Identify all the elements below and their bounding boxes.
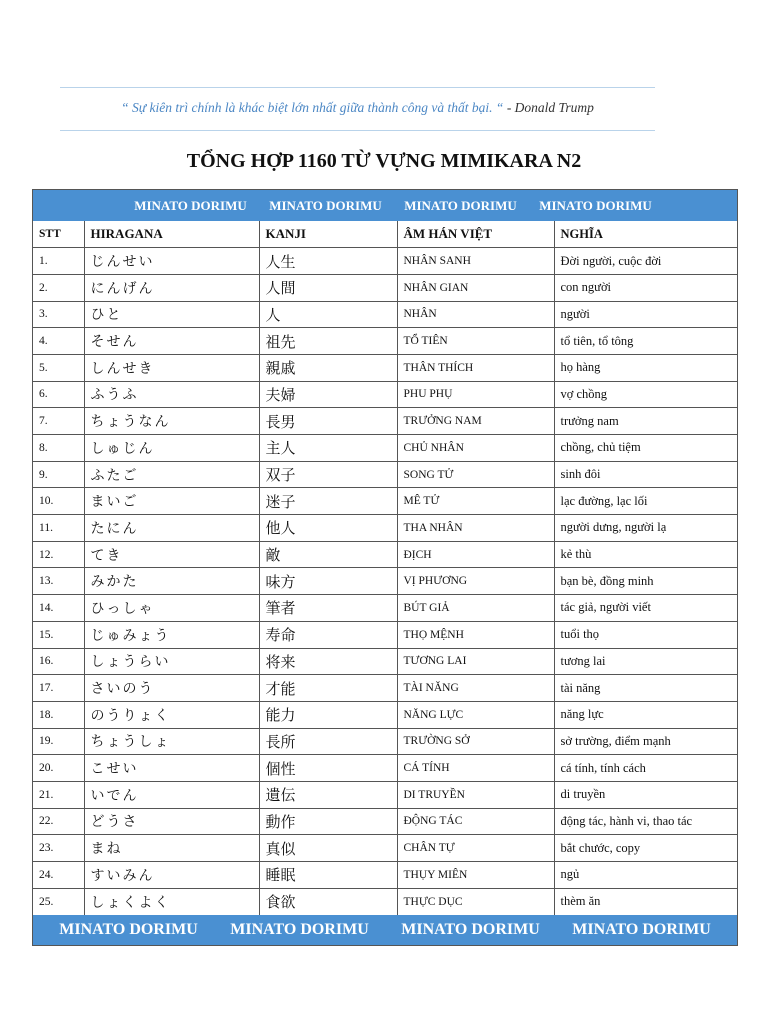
cell-hiragana: ひと	[84, 301, 259, 328]
cell-stt: 2.	[33, 274, 84, 301]
cell-nghia: sinh đôi	[554, 461, 737, 488]
cell-hiragana: しょくよく	[84, 888, 259, 915]
cell-nghia: tuổi thọ	[554, 621, 737, 648]
header-kanji: KANJI	[259, 221, 397, 248]
cell-am-han-viet: NĂNG LỰC	[397, 701, 554, 728]
cell-kanji: 主人	[259, 435, 397, 462]
watermark-text: MINATO DORIMU	[539, 197, 652, 213]
vocabulary-table	[32, 189, 738, 946]
cell-nghia: Đời người, cuộc đời	[554, 248, 737, 275]
cell-am-han-viet: CHÂN TỰ	[397, 835, 554, 862]
cell-stt: 7.	[33, 408, 84, 435]
cell-nghia: bạn bè, đồng minh	[554, 568, 737, 595]
cell-kanji: 能力	[259, 701, 397, 728]
cell-kanji: 迷子	[259, 488, 397, 515]
cell-nghia: kẻ thù	[554, 541, 737, 568]
cell-am-han-viet: PHU PHỤ	[397, 381, 554, 408]
cell-kanji: 人	[259, 301, 397, 328]
cell-stt: 18.	[33, 701, 84, 728]
table-row	[33, 728, 737, 755]
vocab-body	[33, 248, 737, 915]
cell-kanji: 真似	[259, 835, 397, 862]
cell-am-han-viet: CÁ TÍNH	[397, 755, 554, 782]
table-row	[33, 621, 737, 648]
cell-nghia: bắt chước, copy	[554, 835, 737, 862]
cell-am-han-viet: VỊ PHƯƠNG	[397, 568, 554, 595]
table-row	[33, 595, 737, 622]
cell-stt: 25.	[33, 888, 84, 915]
table-row	[33, 755, 737, 782]
table-row	[33, 888, 737, 915]
cell-kanji: 夫婦	[259, 381, 397, 408]
cell-am-han-viet: ĐỘNG TÁC	[397, 808, 554, 835]
watermark-text: MINATO DORIMU	[404, 197, 517, 213]
header-row	[33, 221, 737, 248]
cell-nghia: tương lai	[554, 648, 737, 675]
cell-hiragana: そせん	[84, 328, 259, 355]
cell-am-han-viet: THA NHÂN	[397, 515, 554, 542]
cell-nghia: cá tính, tính cách	[554, 755, 737, 782]
page-title: TỔNG HỢP 1160 TỪ VỰNG MIMIKARA N2	[186, 150, 582, 172]
cell-hiragana: てき	[84, 541, 259, 568]
cell-stt: 3.	[33, 301, 84, 328]
cell-stt: 14.	[33, 595, 84, 622]
table-row	[33, 461, 737, 488]
vocab-grid	[33, 221, 737, 915]
cell-am-han-viet: CHỦ NHÂN	[397, 435, 554, 462]
cell-stt: 24.	[33, 862, 84, 889]
cell-kanji: 敵	[259, 541, 397, 568]
cell-stt: 12.	[33, 541, 84, 568]
cell-hiragana: さいのう	[84, 675, 259, 702]
cell-kanji: 筆者	[259, 595, 397, 622]
cell-nghia: thèm ăn	[554, 888, 737, 915]
table-row	[33, 408, 737, 435]
cell-hiragana: まいご	[84, 488, 259, 515]
table-row	[33, 808, 737, 835]
cell-hiragana: こせい	[84, 755, 259, 782]
cell-kanji: 寿命	[259, 621, 397, 648]
cell-kanji: 双子	[259, 461, 397, 488]
cell-stt: 17.	[33, 675, 84, 702]
cell-stt: 6.	[33, 381, 84, 408]
cell-stt: 8.	[33, 435, 84, 462]
cell-hiragana: にんげん	[84, 274, 259, 301]
table-row	[33, 568, 737, 595]
quote-author: - Donald Trump	[506, 100, 594, 115]
cell-am-han-viet: TRƯỞNG NAM	[397, 408, 554, 435]
cell-nghia: trưởng nam	[554, 408, 737, 435]
cell-nghia: người dưng, người lạ	[554, 515, 737, 542]
table-row	[33, 701, 737, 728]
cell-stt: 5.	[33, 354, 84, 381]
cell-kanji: 才能	[259, 675, 397, 702]
watermark-text: MINATO DORIMU	[59, 920, 198, 938]
cell-nghia: tài năng	[554, 675, 737, 702]
table-row	[33, 248, 737, 275]
table-row	[33, 862, 737, 889]
cell-kanji: 食欲	[259, 888, 397, 915]
table-row	[33, 435, 737, 462]
header-hiragana: HIRAGANA	[84, 221, 259, 248]
cell-hiragana: どうさ	[84, 808, 259, 835]
table-row	[33, 781, 737, 808]
cell-stt: 22.	[33, 808, 84, 835]
watermark-text: MINATO DORIMU	[401, 920, 540, 938]
header-nghia: NGHĨA	[554, 221, 737, 248]
cell-hiragana: のうりょく	[84, 701, 259, 728]
cell-nghia: con người	[554, 274, 737, 301]
cell-hiragana: じゅみょう	[84, 621, 259, 648]
cell-kanji: 遺伝	[259, 781, 397, 808]
cell-nghia: ngủ	[554, 862, 737, 889]
cell-am-han-viet: NHÂN	[397, 301, 554, 328]
cell-nghia: lạc đường, lạc lối	[554, 488, 737, 515]
cell-hiragana: しんせき	[84, 354, 259, 381]
cell-hiragana: ひっしゃ	[84, 595, 259, 622]
watermark-text: MINATO DORIMU	[572, 920, 711, 938]
cell-hiragana: しょうらい	[84, 648, 259, 675]
cell-stt: 16.	[33, 648, 84, 675]
cell-hiragana: たにん	[84, 515, 259, 542]
cell-kanji: 長所	[259, 728, 397, 755]
cell-am-han-viet: NHÂN GIAN	[397, 274, 554, 301]
cell-kanji: 長男	[259, 408, 397, 435]
cell-stt: 11.	[33, 515, 84, 542]
table-row	[33, 515, 737, 542]
header-stt: STT	[33, 221, 84, 248]
cell-nghia: chồng, chủ tiệm	[554, 435, 737, 462]
quote-top-rule	[60, 87, 655, 88]
cell-am-han-viet: MÊ TỬ	[397, 488, 554, 515]
table-row	[33, 675, 737, 702]
cell-stt: 9.	[33, 461, 84, 488]
cell-am-han-viet: TỔ TIÊN	[397, 328, 554, 355]
cell-am-han-viet: THỰC DỤC	[397, 888, 554, 915]
cell-am-han-viet: DI TRUYỀN	[397, 781, 554, 808]
cell-kanji: 他人	[259, 515, 397, 542]
cell-hiragana: すいみん	[84, 862, 259, 889]
cell-hiragana: ふたご	[84, 461, 259, 488]
cell-nghia: di truyền	[554, 781, 737, 808]
cell-nghia: vợ chồng	[554, 381, 737, 408]
table-row	[33, 541, 737, 568]
cell-kanji: 親戚	[259, 354, 397, 381]
watermark-text: MINATO DORIMU	[269, 197, 382, 213]
cell-kanji: 祖先	[259, 328, 397, 355]
table-row	[33, 648, 737, 675]
cell-kanji: 個性	[259, 755, 397, 782]
cell-hiragana: いでん	[84, 781, 259, 808]
cell-am-han-viet: ĐỊCH	[397, 541, 554, 568]
cell-kanji: 味方	[259, 568, 397, 595]
cell-nghia: sở trường, điểm mạnh	[554, 728, 737, 755]
cell-am-han-viet: BÚT GIẢ	[397, 595, 554, 622]
cell-hiragana: じんせい	[84, 248, 259, 275]
cell-am-han-viet: TRƯỜNG SỞ	[397, 728, 554, 755]
table-row	[33, 488, 737, 515]
cell-kanji: 将来	[259, 648, 397, 675]
header-am-han-viet: ÂM HÁN VIỆT	[397, 221, 554, 248]
watermark-text: MINATO DORIMU	[230, 920, 369, 938]
cell-kanji: 睡眠	[259, 862, 397, 889]
table-row	[33, 301, 737, 328]
cell-stt: 13.	[33, 568, 84, 595]
cell-stt: 15.	[33, 621, 84, 648]
cell-kanji: 人間	[259, 274, 397, 301]
cell-nghia: năng lực	[554, 701, 737, 728]
cell-nghia: tác giả, người viết	[554, 595, 737, 622]
cell-nghia: tổ tiên, tổ tông	[554, 328, 737, 355]
cell-nghia: động tác, hành vi, thao tác	[554, 808, 737, 835]
cell-am-han-viet: NHÂN SANH	[397, 248, 554, 275]
table-row	[33, 354, 737, 381]
table-row	[33, 381, 737, 408]
cell-stt: 23.	[33, 835, 84, 862]
quote-line	[60, 100, 655, 116]
cell-am-han-viet: THÂN THÍCH	[397, 354, 554, 381]
cell-kanji: 人生	[259, 248, 397, 275]
cell-nghia: họ hàng	[554, 354, 737, 381]
table-row	[33, 328, 737, 355]
cell-hiragana: みかた	[84, 568, 259, 595]
quote-bottom-rule	[60, 130, 655, 131]
cell-am-han-viet: TÀI NĂNG	[397, 675, 554, 702]
watermark-band-bottom	[33, 915, 737, 945]
cell-stt: 20.	[33, 755, 84, 782]
cell-stt: 1.	[33, 248, 84, 275]
cell-am-han-viet: THỤY MIÊN	[397, 862, 554, 889]
cell-am-han-viet: TƯƠNG LAI	[397, 648, 554, 675]
cell-nghia: người	[554, 301, 737, 328]
cell-hiragana: ちょうしょ	[84, 728, 259, 755]
table-row	[33, 835, 737, 862]
cell-stt: 21.	[33, 781, 84, 808]
cell-kanji: 動作	[259, 808, 397, 835]
table-row	[33, 274, 737, 301]
watermark-band-top	[33, 190, 737, 221]
cell-hiragana: まね	[84, 835, 259, 862]
cell-am-han-viet: THỌ MỆNH	[397, 621, 554, 648]
cell-hiragana: ちょうなん	[84, 408, 259, 435]
cell-stt: 4.	[33, 328, 84, 355]
cell-hiragana: しゅじん	[84, 435, 259, 462]
cell-am-han-viet: SONG TỬ	[397, 461, 554, 488]
quote-text: “ Sự kiên trì chính là khác biệt lớn nhất giữa thành công và thất bại. “	[121, 100, 507, 115]
watermark-text: MINATO DORIMU	[134, 197, 247, 213]
cell-stt: 19.	[33, 728, 84, 755]
cell-hiragana: ふうふ	[84, 381, 259, 408]
cell-stt: 10.	[33, 488, 84, 515]
